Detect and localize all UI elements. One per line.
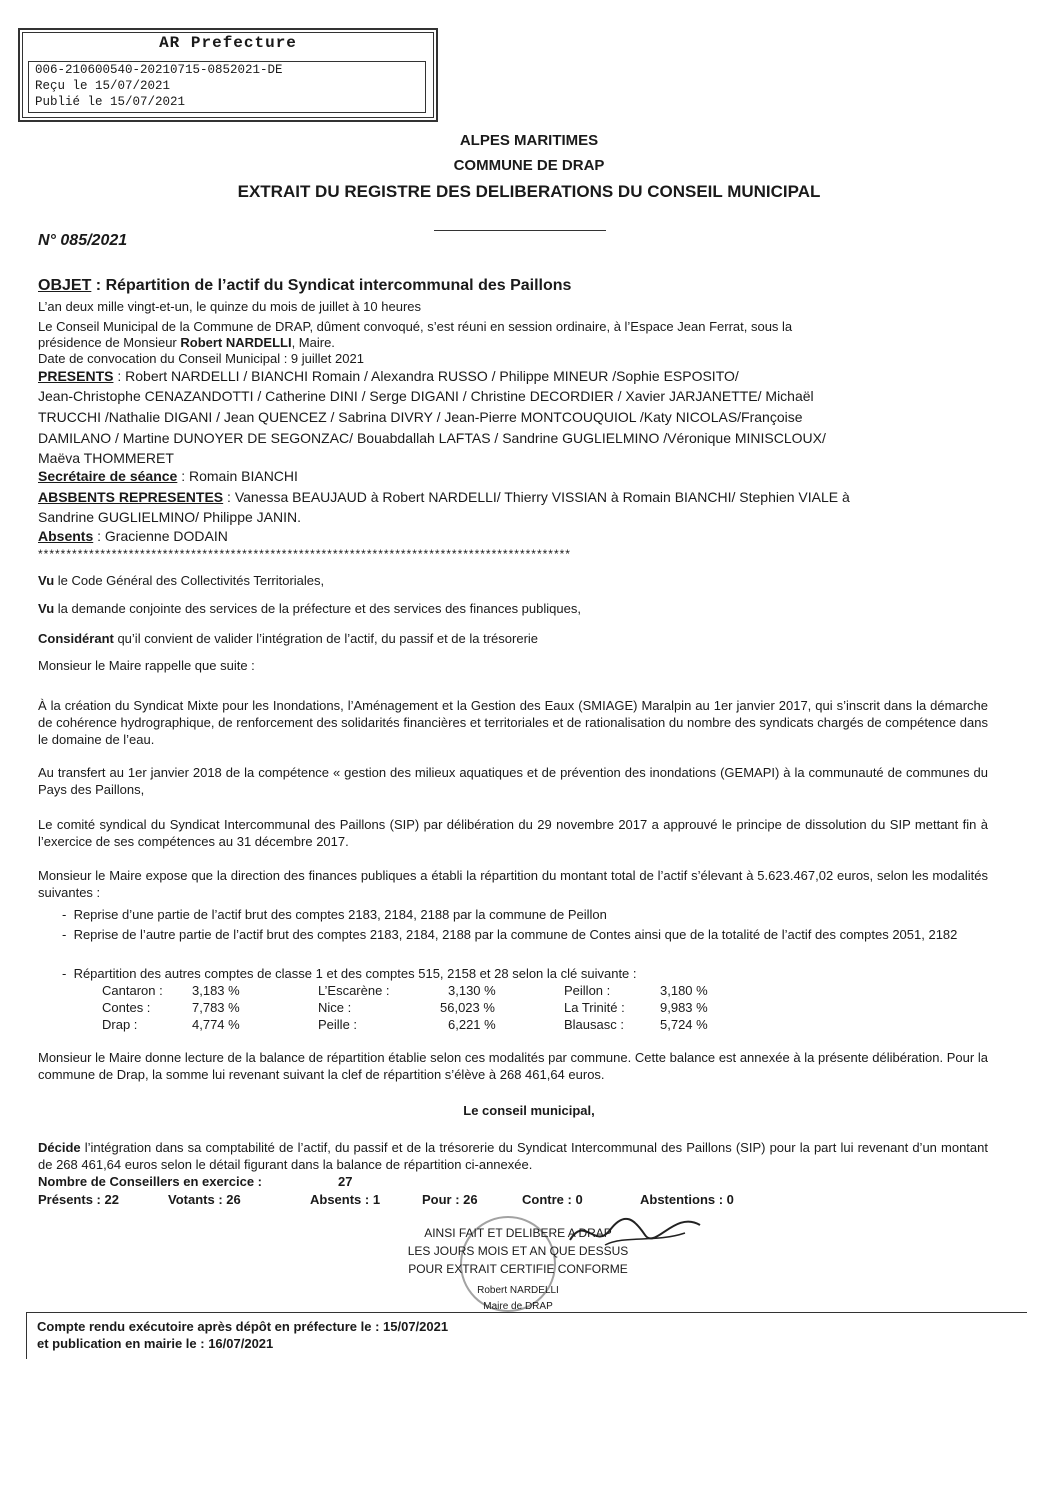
table-cell: Peille : xyxy=(318,1017,358,1032)
presents-label: PRESENTS xyxy=(38,368,114,384)
table-cell: Drap : xyxy=(102,1017,138,1032)
table-cell: Peillon : xyxy=(564,983,611,998)
executoire-box xyxy=(26,1312,1027,1359)
document-title: EXTRAIT DU REGISTRE DES DELIBERATIONS DU CONSEIL MUNICIPAL xyxy=(237,182,821,201)
stamp-published: Publié le 15/07/2021 xyxy=(35,95,186,109)
signature-title: Maire de DRAP xyxy=(483,1301,553,1312)
vote-pour: Pour : 26 xyxy=(422,1192,478,1207)
absents: Absents : Gracienne DODAIN xyxy=(38,528,228,544)
paragraph-smiage: À la création du Syndicat Mixte pour les Inondations, l’Aménagement et la Gestion des Eaux (SMIAGE) Maralpin au 1er janvier 2017, qui s’inscrit dans la démarche de cohérence hydrographique, de renforcement des solidarités financières et territoriales et de rationalisation du nombre des syndicats chargés de compétence dans le domaine de l’eau. xyxy=(38,698,988,747)
paragraph-balance: Monsieur le Maire donne lecture de la balance de répartition établie selon ces modalités par commune. Cette balance est annexée à la présente délibération. Pour la commune de Drap, la somme lui revenant suivant la clef de répartition s’élève à 268 461,64 euros. xyxy=(38,1050,988,1082)
rappel: Monsieur le Maire rappelle que suite : xyxy=(38,658,255,673)
ar-prefecture-stamp xyxy=(18,28,438,122)
intro-line-2b: présidence de Monsieur Robert NARDELLI, Maire. xyxy=(38,335,335,350)
vu-code: Vu le Code Général des Collectivités Territoriales, xyxy=(38,573,325,588)
secretaire: Secrétaire de séance : Romain BIANCHI xyxy=(38,468,298,484)
vote-contre: Contre : 0 xyxy=(522,1192,583,1207)
stamp-title: AR Prefecture xyxy=(159,34,297,52)
separator-stars: ********************************************************************************************** xyxy=(38,547,571,561)
paragraph-dissolution: Le comité syndical du Syndicat Intercommunal des Paillons (SIP) par délibération du 29 novembre 2017 a approuvé le principe de dissolution du SIP mettant fin à l’exercice de ses compétences au 31 décembre 2017. xyxy=(38,817,988,849)
decision: Décide l’intégration dans sa comptabilité de l’actif, du passif et de la trésorerie du Syndicat Intercommunal des Paillons (SIP) pour la part lui revenant d’un montant de 268 461,64 euros selon le détail figurant dans la balance de répartition ci-annexée. xyxy=(38,1140,988,1172)
vote-absents: Absents : 1 xyxy=(310,1192,381,1207)
considerant: Considérant qu’il convient de valider l’intégration de l’actif, du passif et de la trésorerie xyxy=(38,631,539,646)
stamp-details xyxy=(28,61,426,113)
bullet-item: - Reprise de l’autre partie de l’actif brut des comptes 2183, 2184, 2188 par la commune de Contes ainsi que de la totalité de l’actif des comptes 2051, 2182 xyxy=(62,927,958,942)
table-cell: 3,130 % xyxy=(448,983,496,998)
table-cell: Contes : xyxy=(102,1000,151,1015)
objet-text: : Répartition de l’actif du Syndicat intercommunal des Paillons xyxy=(91,277,572,294)
vote-presents: Présents : 22 xyxy=(38,1192,119,1207)
signature-line-2: LES JOURS MOIS ET AN QUE DESSUS xyxy=(407,1244,629,1258)
absents-representes-line-1: ABSBENTS REPRESENTES : Vanessa BEAUJAUD à Robert NARDELLI/ Thierry VISSIAN à Romain BIANCHI/ Stephien VIALE à xyxy=(38,489,850,505)
table-cell: 6,221 % xyxy=(448,1017,496,1032)
executoire-line-2: et publication en mairie le : 16/07/2021 xyxy=(37,1336,274,1351)
table-cell: 3,180 % xyxy=(660,983,708,998)
department: ALPES MARITIMES xyxy=(459,132,599,149)
conseil-heading: Le conseil municipal, xyxy=(463,1103,595,1118)
title-divider xyxy=(434,230,606,231)
table-cell: 4,774 % xyxy=(192,1017,240,1032)
table-cell: Nice : xyxy=(318,1000,352,1015)
vote-votants: Votants : 26 xyxy=(168,1192,241,1207)
table-cell: 7,783 % xyxy=(192,1000,240,1015)
table-cell: Blausasc : xyxy=(564,1017,624,1032)
presents-line-3: TRUCCHI /Nathalie DIGANI / Jean QUENCEZ / Sabrina DIVRY / Jean-Pierre MONTCOUQUIOL /Katy NICOLAS/Françoise xyxy=(38,409,803,425)
objet-label: OBJET xyxy=(38,277,92,294)
signature-line-1: AINSI FAIT ET DELIBERE A DRAP xyxy=(424,1226,612,1240)
absents-representes-line-2: Sandrine GUGLIELMINO/ Philippe JANIN. xyxy=(38,509,301,525)
presents-line-4: DAMILANO / Martine DUNOYER DE SEGONZAC/ Bouabdallah LAFTAS / Sandrine GUGLIELMINO /Véronique MINISCLOUX/ xyxy=(38,430,826,446)
paragraph-gemapi: Au transfert au 1er janvier 2018 de la compétence « gestion des milieux aquatiques et de prévention des inondations (GEMAPI) à la communauté de communes du Pays des Paillons, xyxy=(38,765,988,797)
signature-line-3: POUR EXTRAIT CERTIFIE CONFORME xyxy=(408,1262,628,1276)
table-cell: 56,023 % xyxy=(440,1000,495,1015)
table-cell: 5,724 % xyxy=(660,1017,708,1032)
executoire-line-1: Compte rendu exécutoire après dépôt en préfecture le : 15/07/2021 xyxy=(37,1319,449,1334)
table-cell: L’Escarène : xyxy=(318,983,390,998)
stamp-ref: 006-210600540-20210715-0852021-DE xyxy=(35,63,283,77)
deliberation-number: N° 085/2021 xyxy=(38,232,128,249)
convocation-date: Date de convocation du Conseil Municipal : 9 juillet 2021 xyxy=(38,351,364,366)
table-cell: Cantaron : xyxy=(102,983,163,998)
table-cell: 3,183 % xyxy=(192,983,240,998)
intro-line-2a: Le Conseil Municipal de la Commune de DRAP, dûment convoqué, s’est réuni en session ordinaire, à l’Espace Jean Ferrat, sous la xyxy=(38,319,793,334)
conseillers-count: Nombre de Conseillers en exercice : 27 xyxy=(38,1174,353,1189)
presents-line-1: PRESENTS : Robert NARDELLI / BIANCHI Romain / Alexandra RUSSO / Philippe MINEUR /Sophie ESPOSITO/ xyxy=(38,368,739,384)
objet xyxy=(38,277,571,294)
bullet-item: - Répartition des autres comptes de classe 1 et des comptes 515, 2158 et 28 selon la clé suivante : xyxy=(62,966,637,981)
vote-abstentions: Abstentions : 0 xyxy=(640,1192,734,1207)
table-cell: 9,983 % xyxy=(660,1000,708,1015)
presents-line-5: Maëva THOMMERET xyxy=(38,450,174,466)
commune: COMMUNE DE DRAP xyxy=(453,157,605,174)
stamp-received: Reçu le 15/07/2021 xyxy=(35,79,171,93)
presents-line-2: Jean-Christophe CENAZANDOTTI / Catherine DINI / Serge DIGANI / Christine DECORDIER / Xavier JARJANETTE/ Michaël xyxy=(38,388,814,404)
table-cell: La Trinité : xyxy=(564,1000,625,1015)
paragraph-expose: Monsieur le Maire expose que la direction des finances publiques a établi la répartition du montant total de l’actif s’élevant à 5.623.467,02 euros, selon les modalités suivantes : xyxy=(38,868,988,900)
vu-demande: Vu la demande conjointe des services de la préfecture et des services des finances publiques, xyxy=(38,601,581,616)
bullet-item: - Reprise d’une partie de l’actif brut des comptes 2183, 2184, 2188 par la commune de Peillon xyxy=(62,907,607,922)
intro-line-1: L’an deux mille vingt-et-un, le quinze du mois de juillet à 10 heures xyxy=(38,299,422,314)
signature-name: Robert NARDELLI xyxy=(477,1285,559,1296)
